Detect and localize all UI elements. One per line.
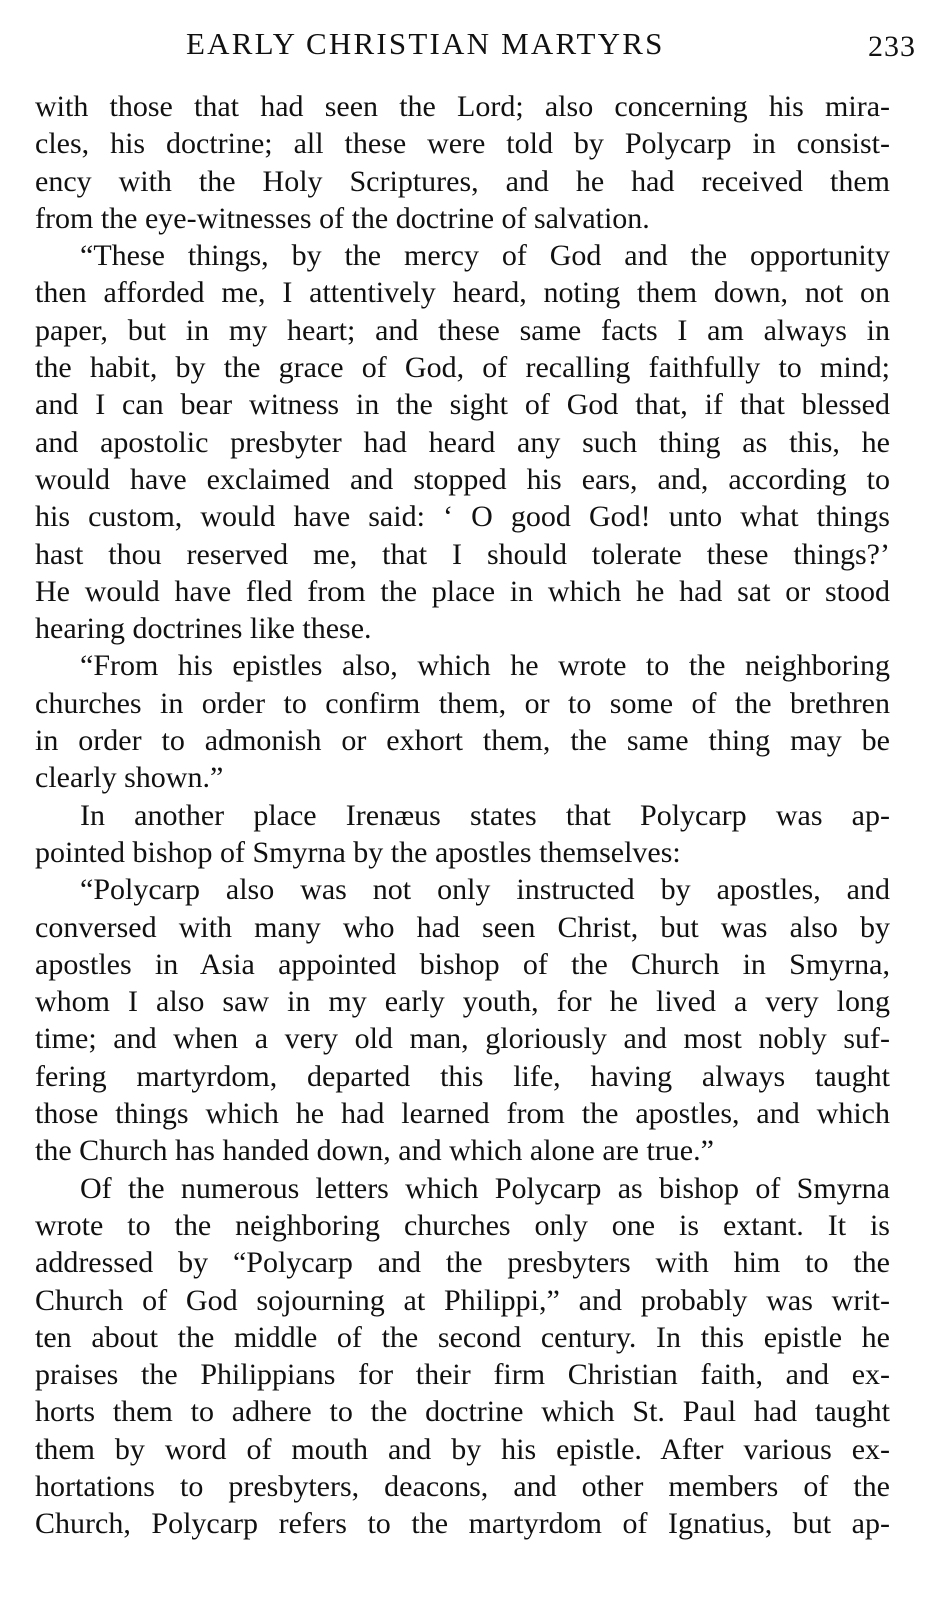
- text-line: Church, Polycarp refers to the martyrdom of Ignatius, but ap-: [35, 1507, 890, 1541]
- page-number: 233: [868, 30, 916, 63]
- text-line: from the eye-witnesses of the doctrine of salvation.: [35, 201, 650, 235]
- text-line: wrote to the neighboring churches only one is extant. It is: [35, 1208, 890, 1242]
- text-line: In another place Irenæus states that Polycarp was ap-: [80, 798, 890, 832]
- text-line: in order to admonish or exhort them, the same thing may be: [35, 724, 890, 758]
- text-line: and apostolic presbyter had heard any such thing as this, he: [35, 425, 890, 459]
- text-line: them by word of mouth and by his epistle. After various ex-: [35, 1432, 890, 1466]
- text-line: hearing doctrines like these.: [35, 612, 372, 646]
- text-line: addressed by “Polycarp and the presbyters with him to the: [35, 1246, 890, 1280]
- text-line: paper, but in my heart; and these same facts I am always in: [35, 313, 890, 347]
- text-line: would have exclaimed and stopped his ears, and, according to: [35, 462, 890, 496]
- text-line: He would have fled from the place in which he had sat or stood: [35, 574, 890, 608]
- text-line: “Polycarp also was not only instructed by apostles, and: [80, 873, 890, 907]
- text-line: ten about the middle of the second century. In this epistle he: [35, 1320, 890, 1354]
- text-line: his custom, would have said: ‘ O good God! unto what things: [35, 500, 890, 534]
- text-line: the Church has handed down, and which alone are true.”: [35, 1134, 714, 1168]
- text-line: and I can bear witness in the sight of God that, if that blessed: [35, 388, 890, 422]
- text-line: with those that had seen the Lord; also concerning his mira-: [35, 90, 890, 123]
- text-line: horts them to adhere to the doctrine which St. Paul had taught: [35, 1395, 890, 1429]
- text-line: “From his epistles also, which he wrote to the neighboring: [80, 649, 890, 683]
- text-line: praises the Philippians for their firm Christian faith, and ex-: [35, 1358, 890, 1392]
- text-line: ency with the Holy Scriptures, and he had received them: [35, 164, 890, 198]
- text-line: churches in order to confirm them, or to some of the brethren: [35, 686, 890, 720]
- text-line: conversed with many who had seen Christ, but was also by: [35, 910, 890, 944]
- text-line: clearly shown.”: [35, 761, 224, 795]
- text-line: pointed bishop of Smyrna by the apostles themselves:: [35, 835, 681, 869]
- text-line: Church of God sojourning at Philippi,” and probably was writ-: [35, 1283, 890, 1317]
- text-line: hortations to presbyters, deacons, and other members of the: [35, 1469, 890, 1503]
- text-line: apostles in Asia appointed bishop of the Church in Smyrna,: [35, 947, 890, 981]
- text-line: fering martyrdom, departed this life, having always taught: [35, 1059, 890, 1093]
- text-line: the habit, by the grace of God, of recalling faithfully to mind;: [35, 351, 890, 385]
- text-line: cles, his doctrine; all these were told by Polycarp in consist-: [35, 127, 890, 161]
- text-line: “These things, by the mercy of God and the opportunity: [80, 239, 890, 273]
- text-line: then afforded me, I attentively heard, noting them down, not on: [35, 276, 890, 310]
- text-line: time; and when a very old man, gloriously and most nobly suf-: [35, 1022, 890, 1056]
- text-line: Of the numerous letters which Polycarp as bishop of Smyrna: [80, 1171, 890, 1205]
- body-text: [35, 88, 890, 1543]
- text-line: whom I also saw in my early youth, for he lived a very long: [35, 985, 890, 1019]
- text-line: hast thou reserved me, that I should tolerate these things?’: [35, 537, 890, 571]
- running-title: EARLY CHRISTIAN MARTYRS: [186, 26, 665, 61]
- text-line: those things which he had learned from the apostles, and which: [35, 1097, 890, 1131]
